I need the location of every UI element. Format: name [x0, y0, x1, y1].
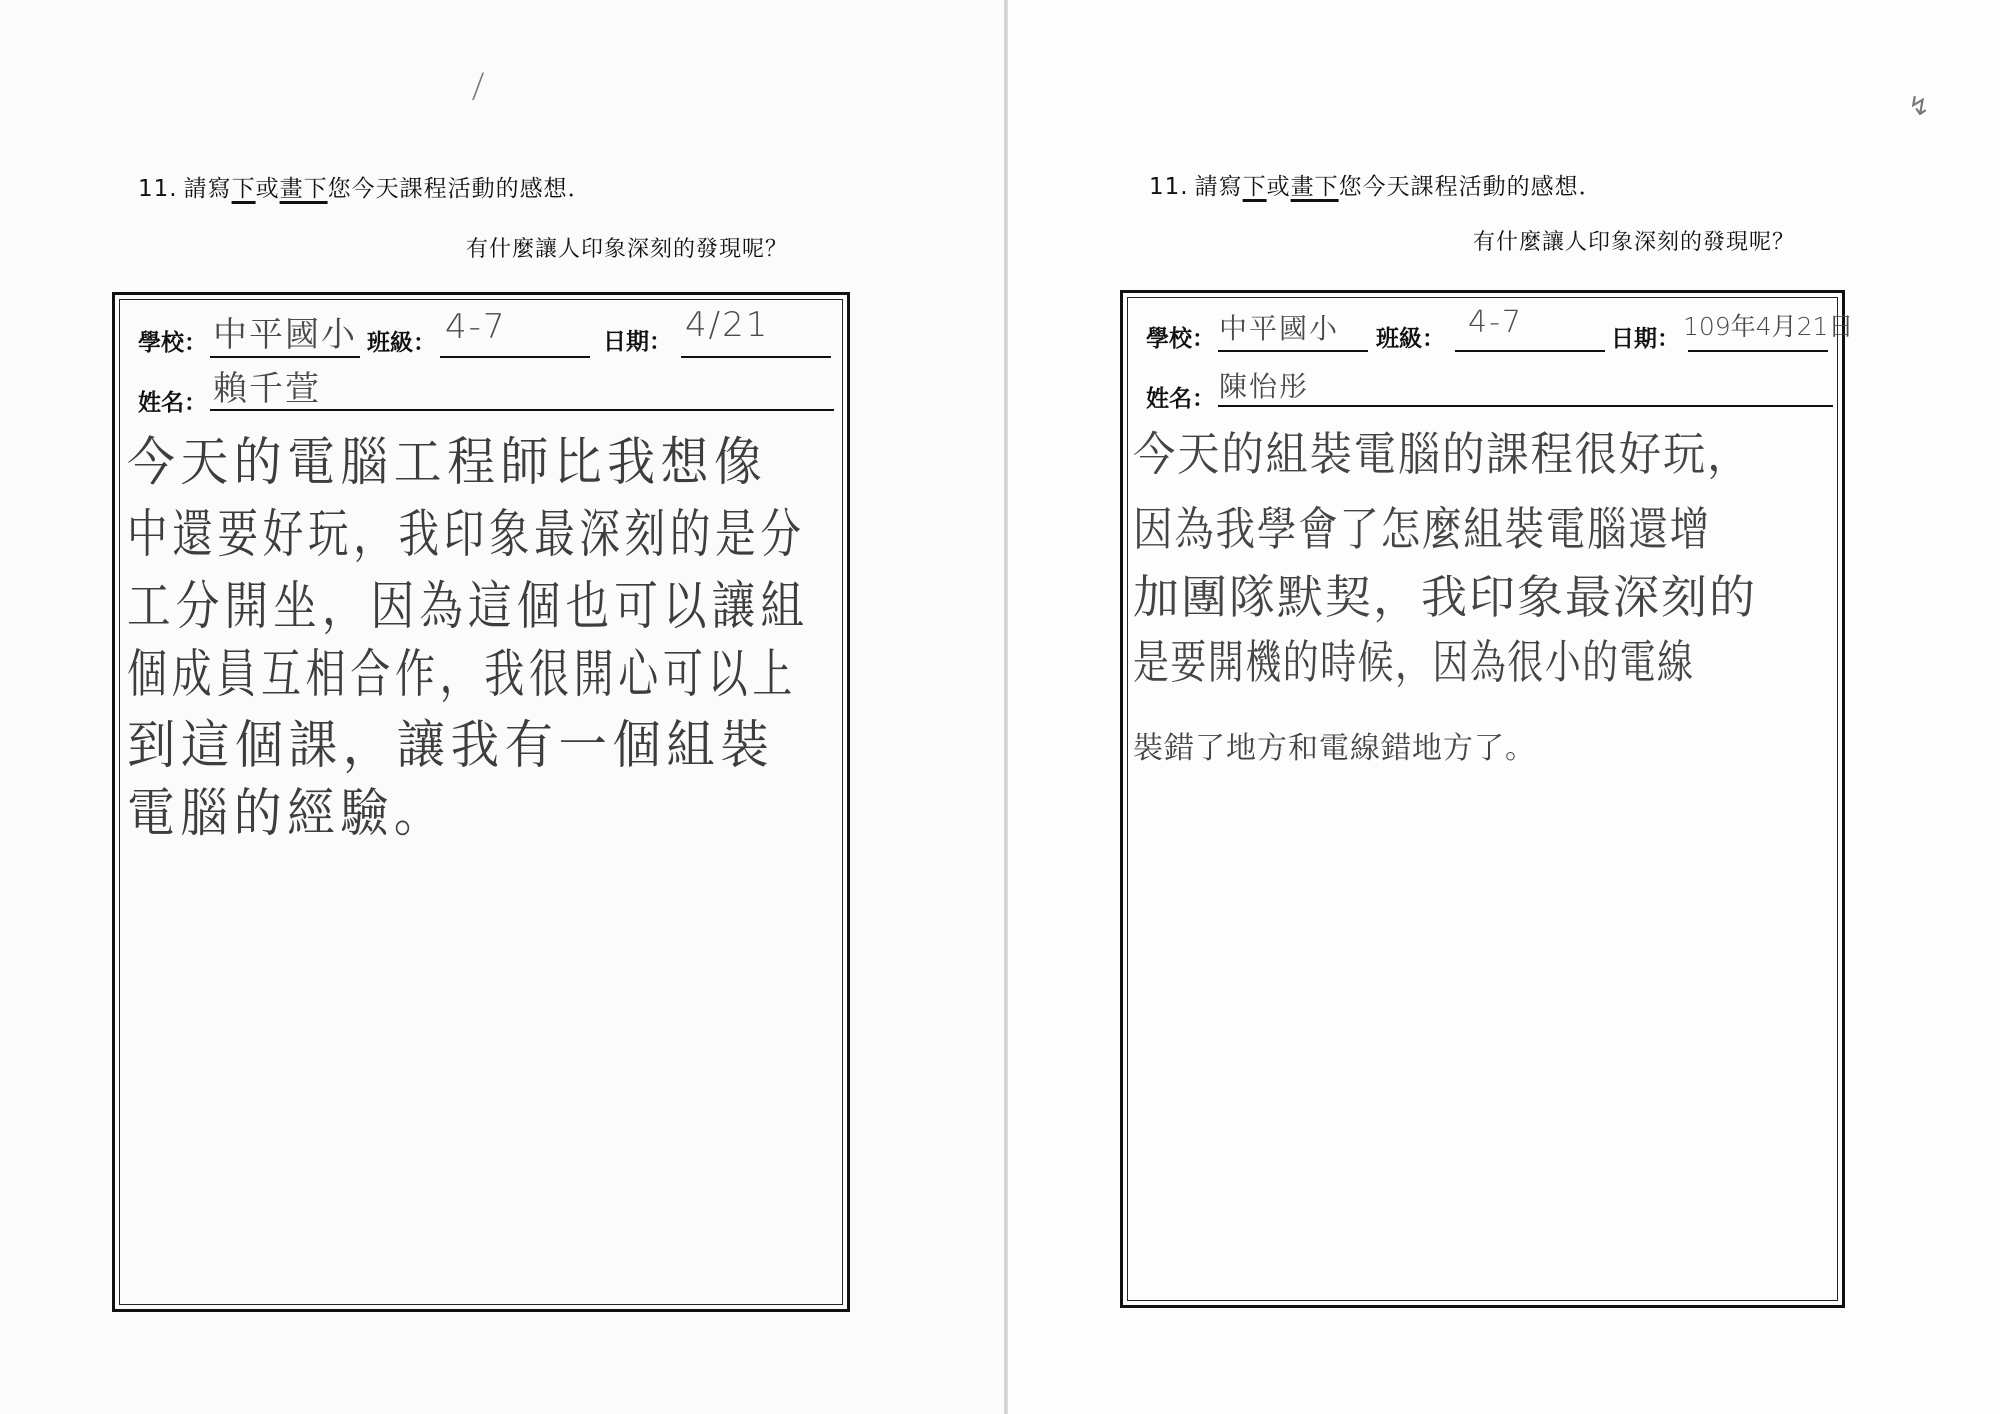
- essay-line-1: 今天的電腦工程師比我想像: [127, 433, 768, 493]
- school-label: 學校：: [138, 330, 207, 356]
- essay-line-5: 到這個課，讓我有一個組裝: [127, 716, 775, 776]
- date-value: 109年4月21日: [1683, 312, 1854, 341]
- question-title: 11. 請寫下或畫下您今天課程活動的感想．: [138, 176, 592, 202]
- name-value: 賴千萱: [213, 369, 321, 409]
- school-line: [210, 356, 360, 358]
- answer-box: [112, 292, 850, 1312]
- name-line: [210, 409, 834, 411]
- class-value: 4-7: [445, 307, 507, 347]
- name-label: 姓名：: [1146, 386, 1215, 412]
- date-line: [681, 356, 831, 358]
- date-label: 日期：: [603, 329, 672, 355]
- essay-line-1: 今天的組裝電腦的課程很好玩，: [1133, 427, 1752, 481]
- school-label: 學校：: [1146, 326, 1215, 352]
- question-title: 11. 請寫下或畫下您今天課程活動的感想．: [1149, 174, 1603, 200]
- essay-line-5: 裝錯了地方和電線錯地方了。: [1133, 731, 1536, 766]
- date-line: [1688, 350, 1828, 352]
- question-subtitle: 有什麼讓人印象深刻的發現呢？: [1473, 230, 1796, 255]
- name-value: 陳怡彤: [1219, 370, 1310, 403]
- essay-line-6: 電腦的經驗。: [127, 784, 448, 844]
- question-subtitle: 有什麼讓人印象深刻的發現呢？: [466, 237, 789, 262]
- essay-line-3: 工分開坐，因為這個也可以讓組: [127, 577, 810, 637]
- school-value: 中平國小: [213, 315, 357, 355]
- corner-mark: ↯: [1908, 92, 1930, 122]
- date-value: 4/21: [685, 305, 770, 345]
- class-label: 班級：: [1376, 326, 1445, 352]
- class-label: 班級：: [367, 330, 436, 356]
- class-line: [1455, 350, 1605, 352]
- pencil-mark: ⟋: [462, 67, 495, 108]
- essay-line-2: 中還要好玩，我印象最深刻的是分: [127, 505, 806, 565]
- answer-box: [1120, 290, 1854, 1308]
- school-value: 中平國小: [1219, 312, 1340, 345]
- essay-line-4: 是要開機的時候，因為很小的電線: [1133, 635, 1695, 689]
- right-page: [1008, 0, 2000, 1414]
- name-label: 姓名：: [138, 390, 207, 416]
- essay-line-4: 個成員互相合作，我很開心可以上: [127, 645, 797, 705]
- essay-line-3: 加團隊默契，我印象最深刻的: [1133, 570, 1757, 624]
- class-line: [440, 356, 590, 358]
- date-label: 日期：: [1611, 326, 1680, 352]
- school-line: [1218, 350, 1368, 352]
- class-value: 4-7: [1468, 305, 1523, 340]
- essay-line-2: 因為我學會了怎麼組裝電腦還增: [1133, 502, 1711, 556]
- name-line: [1218, 405, 1833, 407]
